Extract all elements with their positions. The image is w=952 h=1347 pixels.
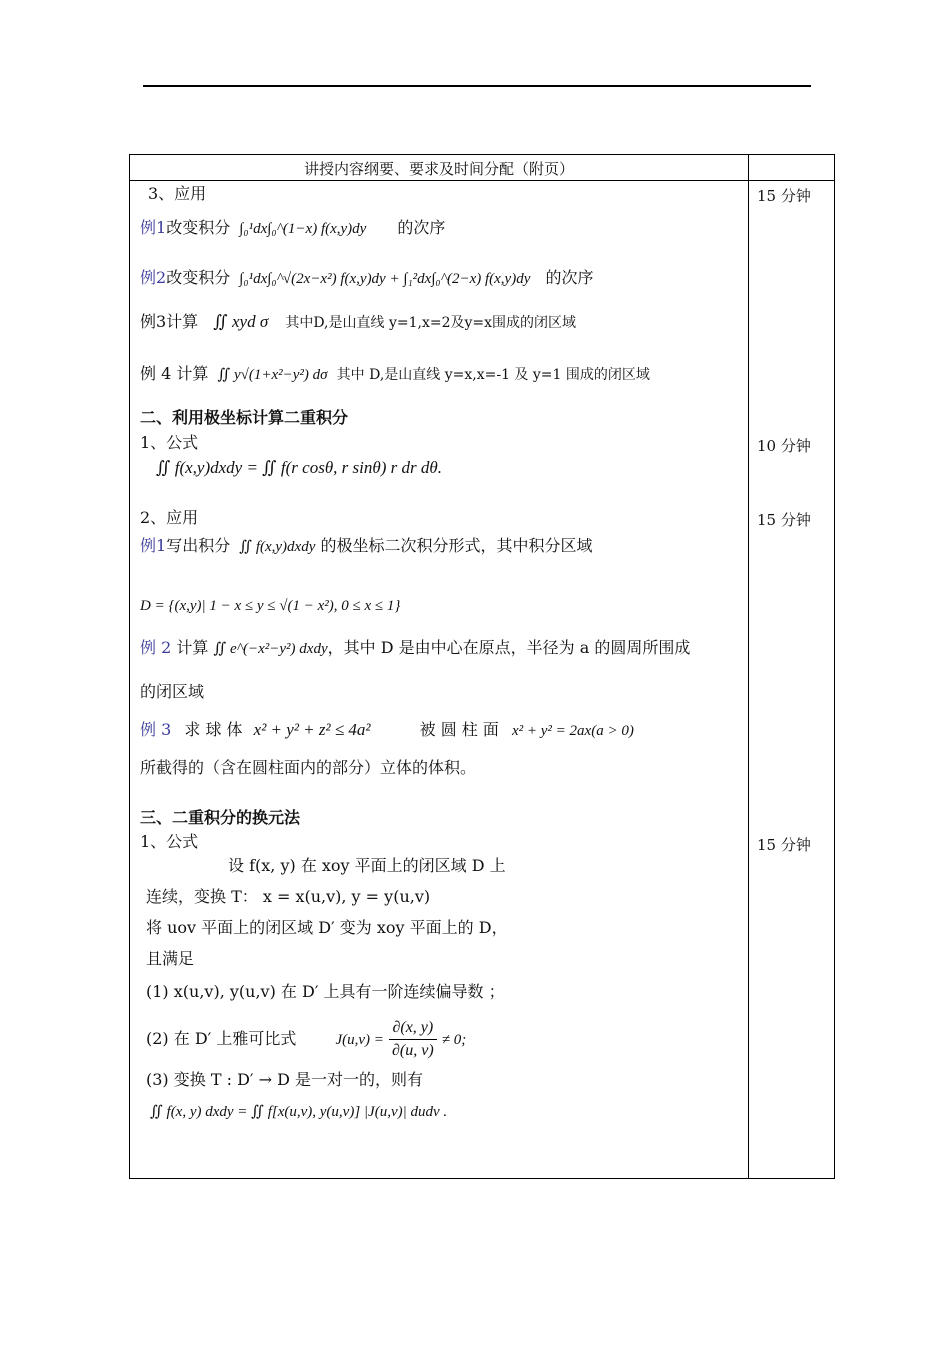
s2-ex3-text: 求 球 体	[184, 720, 243, 739]
table-header: 讲授内容纲要、要求及时间分配（附页）	[303, 160, 574, 178]
s2-ex1-text: 写出积分	[166, 536, 231, 555]
jacobian-denominator: ∂(u, v)	[392, 1042, 434, 1059]
column-divider	[748, 155, 749, 1178]
s2-formula: ∬ f(x,y)dxdy = ∬ f(r cosθ, r sinθ) r dr dθ.	[156, 458, 442, 477]
s3-l8: ∬ f(x, y) dxdy = ∬ f[x(u,v), y(u,v)] |J(u,v)| dudv .	[150, 1104, 448, 1120]
header-divider	[130, 180, 834, 181]
s2-ex2-formula: ∬ e^(−x²−y²) dxdy	[213, 641, 328, 657]
s3-l2: 连续，变换 T： x = x(u,v), y = y(u,v)	[146, 887, 431, 906]
s2-domain: D = {(x,y)| 1 − x ≤ y ≤ √(1 − x²), 0 ≤ x ≤ 1}	[140, 598, 401, 614]
s1-ex3-tail: 其中D,是山直线 y=1,x=2及y=x围成的闭区域	[285, 315, 577, 331]
s1-ex1-text: 改变积分	[166, 218, 231, 237]
s2-app: 2、应用	[140, 508, 199, 527]
s1-ex4-formula: ∬ y√(1+x²−y²) dσ	[217, 367, 328, 383]
jacobian-numerator: ∂(x, y)	[389, 1017, 437, 1040]
s2-ex1	[140, 535, 592, 558]
s1-ex3	[140, 311, 576, 334]
s3-l6a: (2) 在 D′ 上雅可比式	[146, 1029, 297, 1048]
s2-ex3	[140, 719, 634, 742]
top-rule	[143, 85, 811, 87]
s2-ex3-formula2: x² + y² = 2ax(a > 0)	[511, 723, 634, 739]
s3-l6	[146, 1017, 466, 1062]
s1-ex2-formula: ∫₀¹dx∫₀^√(2x−x²) f(x,y)dy + ∫₁²dx∫₀^(2−x) f(x,y)dy	[239, 271, 531, 287]
s2-ex3-label: 例 3	[140, 720, 172, 739]
s3-l3: 将 uov 平面上的闭区域 D′ 变为 xoy 平面上的 D，	[146, 918, 508, 937]
s1-ex4-tail: 其中 D,是山直线 y=x,x=-1 及 y=1 围成的闭区域	[336, 367, 650, 383]
s2-ex1-formula: ∬ f(x,y)dxdy	[239, 539, 316, 555]
s2-title: 二、利用极坐标计算二重积分	[140, 408, 349, 427]
s1-ex3-label: 例3计算	[140, 312, 199, 331]
s3-l4: 且满足	[146, 949, 195, 968]
s2-ex2-text: 计算	[176, 638, 209, 657]
s1-ex2-tail: 的次序	[545, 268, 594, 287]
s3-formula-label: 1、公式	[140, 832, 199, 851]
s1-ex2-text: 改变积分	[166, 268, 231, 287]
s2-ex3-formula: x² + y² + z² ≤ 4a²	[253, 720, 371, 739]
s1-ex1-label: 例1	[140, 218, 167, 237]
s1-ex3-formula: ∬ xyd σ	[213, 312, 269, 331]
s1-ex1-tail: 的次序	[397, 218, 446, 237]
time-3: 15 分钟	[757, 511, 811, 529]
s2-ex2-tail2: 的闭区域	[140, 682, 205, 701]
s2-ex1-tail: 的极坐标二次积分形式，其中积分区域	[320, 536, 593, 555]
time-4: 15 分钟	[757, 836, 811, 854]
content-table	[129, 154, 835, 1179]
s3-l5: (1) x(u,v), y(u,v) 在 D′ 上具有一阶连续偏导数 ；	[146, 982, 505, 1001]
s2-ex2-label: 例 2	[140, 638, 172, 657]
time-1: 15 分钟	[757, 187, 811, 205]
s1-ex4-label: 例 4 计算	[140, 364, 209, 383]
s1-ex2	[140, 267, 593, 290]
s3-l1: 设 f(x, y) 在 xoy 平面上的闭区域 D 上	[228, 856, 506, 875]
s1-ex2-label: 例2	[140, 268, 167, 287]
s1-app: 3、应用	[148, 184, 207, 203]
s3-title: 三、二重积分的换元法	[140, 808, 301, 827]
s2-formula-label: 1、公式	[140, 433, 199, 452]
s3-l6b: J(u,v) =	[335, 1032, 384, 1048]
s2-ex2-tail: ，其中 D 是由中心在原点，半径为 a 的圆周所围成	[327, 638, 691, 657]
time-2: 10 分钟	[757, 437, 811, 455]
jacobian-fraction	[389, 1017, 437, 1062]
s2-ex3-tail: 所截得的（含在圆柱面内的部分）立体的体积。	[140, 758, 477, 777]
s1-ex1	[140, 217, 445, 240]
s3-l6c: ≠ 0;	[441, 1032, 467, 1048]
s1-ex1-formula: ∫₀¹dx∫₀^(1−x) f(x,y)dy	[239, 221, 367, 237]
s2-ex3-mid: 被 圆 柱 面	[419, 720, 499, 739]
s2-ex1-label: 例1	[140, 536, 167, 555]
s2-ex2	[140, 637, 690, 660]
s1-ex4	[140, 363, 650, 386]
s3-l7: (3) 变换 T : D′ → D 是一对一的，则有	[146, 1070, 424, 1089]
